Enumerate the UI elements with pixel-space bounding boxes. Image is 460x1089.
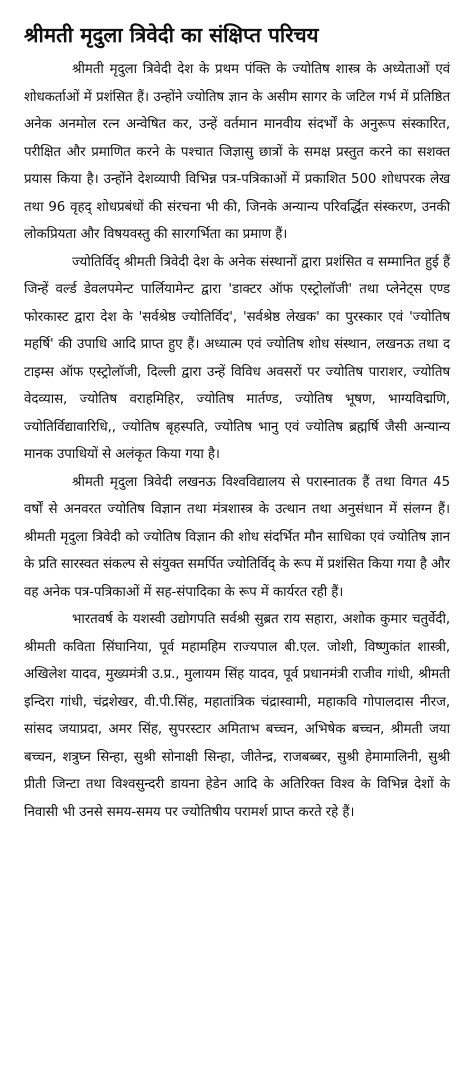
page-title: श्रीमती मृदुला त्रिवेदी का संक्षिप्त परिचय [24,23,319,47]
paragraph-1: श्रीमती मृदुला त्रिवेदी देश के प्रथम पंक्ति के ज्योतिष शास्त्र के अध्येताओं एवं शोधकर्ताओं में प्रशंसित हैं। उन्होंने ज्योतिष ज्ञान के असीम सागर के जटिल गर्भ में प्रतिष्ठित अनेक अनमोल रत्न अन्वेषित कर, उन्हें वर्तमान मानवीय संदर्भों के अनुरूप संस्कारित, परीक्षित और प्रमाणित करने के पश्चात जिज्ञासु छात्रों के समक्ष प्रस्तुत करने का सशक्त प्रयास किया है। उन्होंने देशव्यापी विभिन्न पत्र-पत्रिकाओं में प्रकाशित 500 शोधपरक लेख तथा 96 वृहद् शोधप्रबंधों की संरचना भी की, जिनके अन्यान्य परिवर्द्धित संस्करण, उनकी लोकप्रियता और विषयवस्तु की सारगर्भिता का प्रमाण हैं। [24,62,450,242]
paragraph-4: भारतवर्ष के यशस्वी उद्योगपति सर्वश्री सुब्रत राय सहारा, अशोक कुमार चतुर्वेदी, श्रीमती कविता सिंघानिया, पूर्व महामहिम राज्यपाल बी.एल. जोशी, विष्णुकांत शास्त्री, अखिलेश यादव, मुख्यमंत्री उ.प्र., मुलायम सिंह यादव, पूर्व प्रधानमंत्री राजीव गांधी, श्रीमती इन्दिरा गांधी, चंद्रशेखर, वी.पी.सिंह, महातांत्रिक चंद्रास्वामी, महाकवि गोपालदास नीरज, सांसद जयाप्रदा, अमर सिंह, सुपरस्टार अमिताभ बच्चन, अभिषेक बच्चन, श्रीमती जया बच्चन, शत्रुघ्न सिन्हा, सुश्री सोनाक्षी सिन्हा, जीतेन्द्र, राजबब्बर, सुश्री हेमामालिनी, सुश्री प्रीती जिन्टा तथा विश्वसुन्दरी डायना हेडेन आदि के अतिरिक्त विश्व के विभिन्न देशों के निवासी भी उनसे समय-समय पर ज्योतिषीय परामर्श प्राप्त करते रहे हैं। [24,612,450,820]
paragraph-2: ज्योतिर्विद् श्रीमती त्रिवेदी देश के अनेक संस्थानों द्वारा प्रशंसित व सम्मानित हुई हैं जिन्हें वर्ल्ड डेवलपमेन्ट पार्लियामेन्ट द्वारा 'डाक्टर ऑफ एस्ट्रोलॉजी' तथा प्लेनेट्स एण्ड फोरकास्ट द्वारा देश के 'सर्वश्रेष्ठ ज्योतिर्विद', 'सर्वश्रेष्ठ लेखक' का पुरस्कार एवं 'ज्योतिष महर्षि' की उपाधि आदि प्राप्त हुए हैं। अध्यात्म एवं ज्योतिष शोध संस्थान, लखनऊ तथा द टाइम्स ऑफ एस्ट्रोलॉजी, दिल्ली द्वारा उन्हें विविध अवसरों पर ज्योतिष पाराशर, ज्योतिष वेदव्यास, ज्योतिष वराहमिहिर, ज्योतिष मार्तण्ड, ज्योतिष भूषण, भाग्यविद्मणि, ज्योतिर्विद्यावारिधि,, ज्योतिष बृहस्पति, ज्योतिष भानु एवं ज्योतिष ब्रह्मर्षि जैसी अन्यान्य मानक उपाधियों से अलंकृत किया गया है। [24,254,450,462]
paragraph-3: श्रीमती मृदुला त्रिवेदी लखनऊ विश्वविद्यालय से परास्नातक हैं तथा विगत 45 वर्षों से अनवरत ज्योतिष विज्ञान तथा मंत्रशास्त्र के उत्थान तथा अनुसंधान में संलग्न हैं। श्रीमती मृदुला त्रिवेदी को ज्योतिष विज्ञान की शोध संदर्भित मौन साधिका एवं ज्योतिष ज्ञान के प्रति सारस्वत संकल्प से संयुक्त समर्पित ज्योतिर्विद् के रूप में प्रशंसित किया गया है और वह अनेक पत्र-पत्रिकाओं में सह-संपादिका के रूप में कार्यरत रही हैं। [24,474,450,600]
